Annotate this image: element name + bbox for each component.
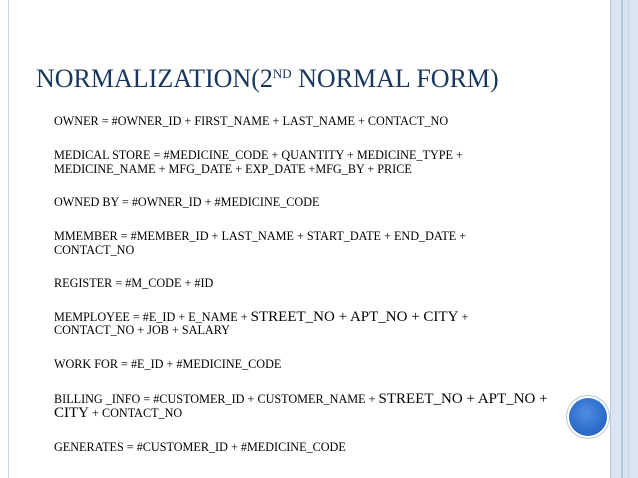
- employee-part-a: MEMPLOYEE = #E_ID + E_NAME +: [54, 310, 251, 324]
- member-relation-line2: CONTACT_NO: [54, 243, 135, 257]
- work-for-relation: WORK FOR = #E_ID + #MEDICINE_CODE: [54, 357, 282, 371]
- employee-part-b: STREET_NO + APT_NO + CITY: [250, 309, 459, 325]
- billing-part-b: STREET_NO + APT_NO +: [378, 391, 548, 407]
- title-superscript: ND: [272, 66, 292, 81]
- employee-relation-line2: CONTACT_NO + JOB + SALARY: [54, 323, 230, 337]
- slide-title: [36, 64, 499, 94]
- title-suffix: NORMAL FORM): [291, 64, 499, 93]
- owner-relation: OWNER = #OWNER_ID + FIRST_NAME + LAST_NAME + CONTACT_NO: [54, 114, 449, 128]
- right-frame-line: [621, 0, 623, 478]
- title-prefix: NORMALIZATION(2: [36, 64, 273, 93]
- employee-part-c: +: [458, 310, 469, 324]
- register-relation: REGISTER = #M_CODE + #ID: [54, 276, 214, 290]
- billing-relation-line2: [54, 406, 182, 421]
- billing-part-a: BILLING _INFO = #CUSTOMER_ID + CUSTOMER_NAME +: [54, 392, 379, 406]
- right-frame-line-thin: [628, 0, 629, 478]
- owned-by-relation: OWNED BY = #OWNER_ID + #MEDICINE_CODE: [54, 195, 320, 209]
- member-relation-line1: MMEMBER = #MEMBER_ID + LAST_NAME + START_DATE + END_DATE +: [54, 229, 467, 243]
- billing-relation-line1: [54, 392, 548, 407]
- medical-store-relation-line1: MEDICAL STORE = #MEDICINE_CODE + QUANTITY + MEDICINE_TYPE +: [54, 148, 463, 162]
- billing-city: CITY: [54, 405, 89, 421]
- left-frame-border: [0, 0, 9, 478]
- decorative-circle: [569, 398, 607, 436]
- generates-relation: GENERATES = #CUSTOMER_ID + #MEDICINE_CODE: [54, 440, 346, 454]
- billing-contact: + CONTACT_NO: [89, 406, 183, 420]
- medical-store-relation-line2: MEDICINE_NAME + MFG_DATE + EXP_DATE +MFG_BY + PRICE: [54, 162, 412, 176]
- right-frame-panel: [610, 0, 638, 478]
